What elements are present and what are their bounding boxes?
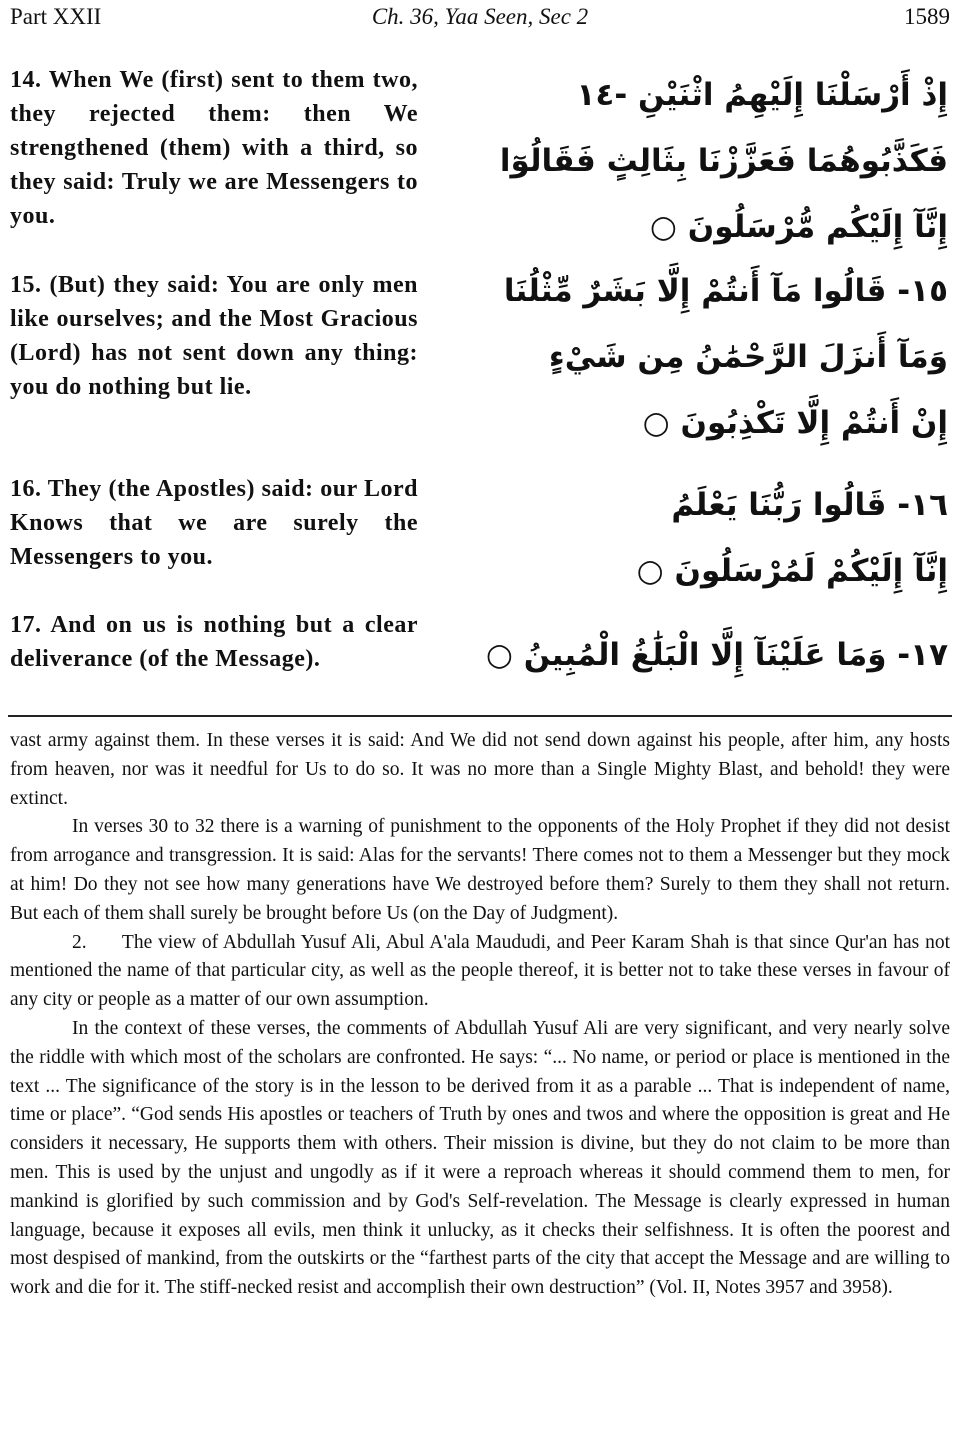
chapter-title: Ch. 36, Yaa Seen, Sec 2 — [371, 4, 589, 29]
commentary-paragraph: In the context of these verses, the comments of Abdullah Yusuf Ali are very significant, and very nearly solve the riddle with which most of the scholars are confronted. He says: “... No name, or period or place is mentioned in the text ... The significance of the story is in the lesson to be derived from it as a parable ... That is independent of name, time or place”. “God sends His apostles or teachers of Truth by ones and twos and where the opposition is great and He considers it necessary, He supports them with others. Their mission is divine, but they do not claim to be more than men. This is used by the unjust and ungodly as if it were a reproach whereas it should commend them to men, for mankind is glorified by such commission and by God's Self-revelation. The Message is clearly expressed in human language, because it exposes all evils, men think it unlucky, as it checks their selfishness. It is often the poorest and most despised of mankind, from the outskirts or the “farthest parts of the city that accept the Message and are willing to work and die for it. The stiff-necked resist and accomplish their own destruction” (Vol. II, Notes 3957 and 3958). — [10, 1017, 950, 1299]
arabic-line: ١٦- قَالُوا رَبُّنَا يَعْلَمُ — [671, 487, 948, 523]
arabic-line: إِنَّآ إِلَيْكُم مُّرْسَلُونَ ○ — [649, 209, 948, 245]
verse-15-english: 15. (But) they said: You are only men like ourselves; and the Most Gracious (Lord) has not sent down any thing: you do nothing but lie. — [10, 272, 418, 400]
arabic-line: ١٧- وَمَا عَلَيْنَآ إِلَّا الْبَلَٰغُ الْمُبِينُ ○ — [485, 637, 948, 673]
verse-17-arabic — [485, 622, 948, 688]
arabic-line: إِذْ أَرْسَلْنَا إِلَيْهِمُ اثْنَيْنِ -١٤ — [576, 77, 948, 113]
arabic-line: فَكَذَّبُوهُمَا فَعَزَّزْنَا بِثَالِثٍ فَقَالُوٓا — [499, 143, 948, 179]
verse-16-arabic — [578, 472, 948, 604]
verse-15-arabic — [503, 258, 948, 456]
verse-17-english: 17. And on us is nothing but a clear deliverance (of the Message). — [10, 612, 418, 672]
commentary-paragraph: 2. The view of Abdullah Yusuf Ali, Abul A'ala Maududi, and Peer Karam Shah is that since Qur'an has not mentioned the name of that particular city, as well as the people thereof, it is better not to take these verses in favour of any city or people as a matter of our own assumption. — [10, 931, 950, 1011]
arabic-line: وَمَآ أَنزَلَ الرَّحْمَٰنُ مِن شَيْءٍ — [548, 339, 948, 375]
divider-rule — [8, 715, 952, 717]
part-label: Part XXII — [10, 4, 102, 29]
page-header — [10, 4, 950, 34]
verse-16-english: 16. They (the Apostles) said: our Lord Knows that we are surely the Messengers to you. — [10, 476, 418, 570]
arabic-line: ١٥- قَالُوا مَآ أَنتُمْ إِلَّا بَشَرٌ مِّثْلُنَا — [503, 273, 948, 309]
verse-14-english: 14. When We (first) sent to them two, they rejected them: then We strengthened (them) with a third, so they said: Truly we are Messengers to you. — [10, 67, 418, 229]
arabic-line: إِنَّآ إِلَيْكُمْ لَمُرْسَلُونَ ○ — [636, 553, 948, 589]
page-number: 1589 — [904, 4, 950, 29]
verse-14-arabic — [499, 62, 948, 260]
commentary — [10, 727, 950, 1303]
arabic-line: إِنْ أَنتُمْ إِلَّا تَكْذِبُونَ ○ — [642, 405, 948, 441]
commentary-paragraph: In verses 30 to 32 there is a warning of punishment to the opponents of the Holy Prophet if they did not desist from arrogance and transgression. It is said: Alas for the servants! There comes not to them a Messenger but they mock at him! Do they not see how many generations have We destroyed before them? Surely to them they shall not return. But each of them shall surely be brought before Us (on the Day of Judgment). — [10, 816, 950, 924]
commentary-paragraph: vast army against them. In these verses it is said: And We did not send down against his people, after him, any hosts from heaven, nor was it needful for Us to do so. It was no more than a Single Mighty Blast, and behold! they were extinct. — [10, 730, 950, 809]
